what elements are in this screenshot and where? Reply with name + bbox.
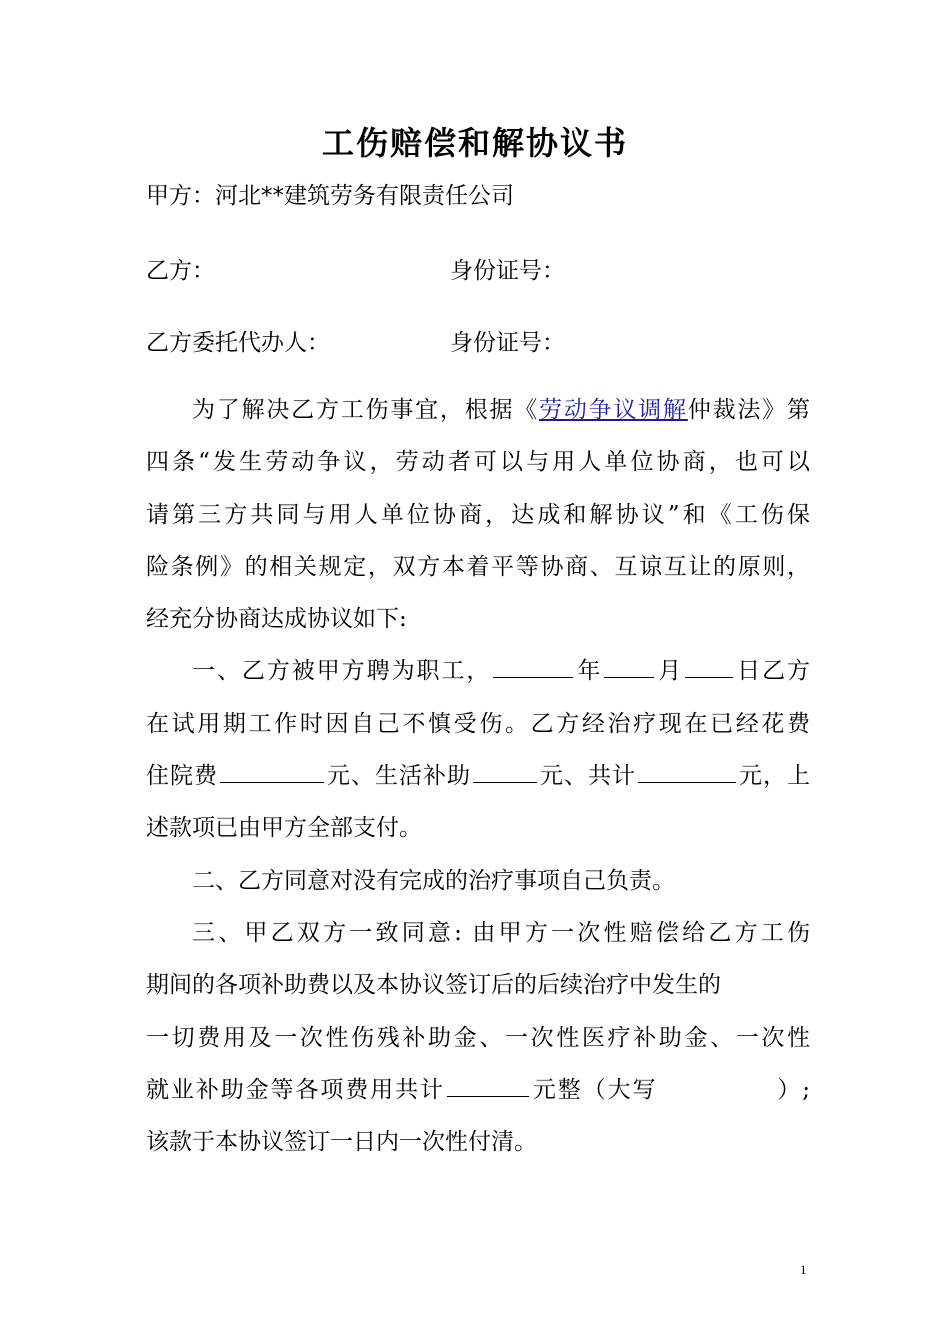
document-title: 工伤赔偿和解协议书: [321, 124, 628, 162]
subtotal-blank[interactable]: [638, 781, 736, 783]
month-blank[interactable]: [604, 676, 654, 678]
clause3-line-1: 三、甲乙双方一致同意: 由甲方一次性赔偿给乙方工伤: [192, 919, 810, 946]
clause-text: 住院费: [146, 763, 218, 790]
clause1-line-4: 述款项已由甲方全部支付。: [146, 815, 422, 842]
clause1-line-3: [146, 750, 810, 802]
clause-text: 元整（大写: [530, 1076, 658, 1103]
intro-text: 为了解决乙方工伤事宜，根据《: [192, 397, 540, 423]
page-number: 1: [800, 1262, 807, 1277]
clause-text: 元、共计: [539, 763, 636, 790]
clause1-line-1: [146, 645, 810, 697]
clause-text: 就业补助金等各项费用共计: [146, 1076, 445, 1103]
day-blank[interactable]: [685, 676, 733, 678]
clause-text: 年: [575, 658, 603, 685]
clause3-line-5: 该款于本协议签订一日内一次性付清。: [146, 1129, 537, 1156]
agent-id-label: 身份证号：: [450, 330, 565, 356]
total-amount-blank[interactable]: [447, 1095, 529, 1097]
law-link[interactable]: 劳动争议调解: [539, 397, 688, 423]
intro-line-3: 请第三方共同与用人单位协商，达成和解协议”和《工伤保: [146, 501, 810, 528]
clause3-line-4: [146, 1064, 810, 1116]
party-b-label: 乙方：: [146, 258, 215, 284]
clause1-line-2: 在试用期工作时因自己不慎受伤。乙方经治疗现在已经花费: [146, 710, 810, 737]
year-blank[interactable]: [493, 676, 573, 678]
clause3-line-3: 一切费用及一次性伤残补助金、一次性医疗补助金、一次性: [146, 1024, 810, 1051]
party-b-agent-label: 乙方委托代办人：: [146, 330, 330, 356]
living-allowance-blank[interactable]: [473, 781, 537, 783]
party-b-id-label: 身份证号：: [450, 258, 565, 284]
clause-text: 月: [656, 658, 684, 685]
intro-line-1: [146, 384, 810, 436]
clause-text: 元、生活补助: [326, 763, 471, 790]
intro-text: 仲裁法》第: [687, 397, 811, 423]
clause-text: 元，上: [738, 763, 810, 790]
clause-text: 日乙方: [735, 658, 811, 685]
agreement-body: [146, 384, 810, 1168]
party-a-line: 甲方：河北**建筑劳务有限责任公司: [146, 183, 514, 209]
intro-line-2: 四条“发生劳动争议，劳动者可以与用人单位协商，也可以: [146, 449, 810, 476]
clause-text: 一、乙方被甲方聘为职工，: [192, 658, 492, 685]
clause3-line-2: 期间的各项补助费以及本协议签订后的后续治疗中发生的: [146, 972, 721, 999]
intro-line-4: 险条例》的相关规定，双方本着平等协商、互谅互让的原则，: [146, 553, 810, 580]
hospital-fee-blank[interactable]: [220, 781, 324, 783]
intro-line-5: 经充分协商达成协议如下:: [146, 606, 407, 633]
clause2-line: 二、乙方同意对没有完成的治疗事项自己负责。: [192, 867, 675, 894]
clause-text: ）;: [775, 1076, 811, 1103]
